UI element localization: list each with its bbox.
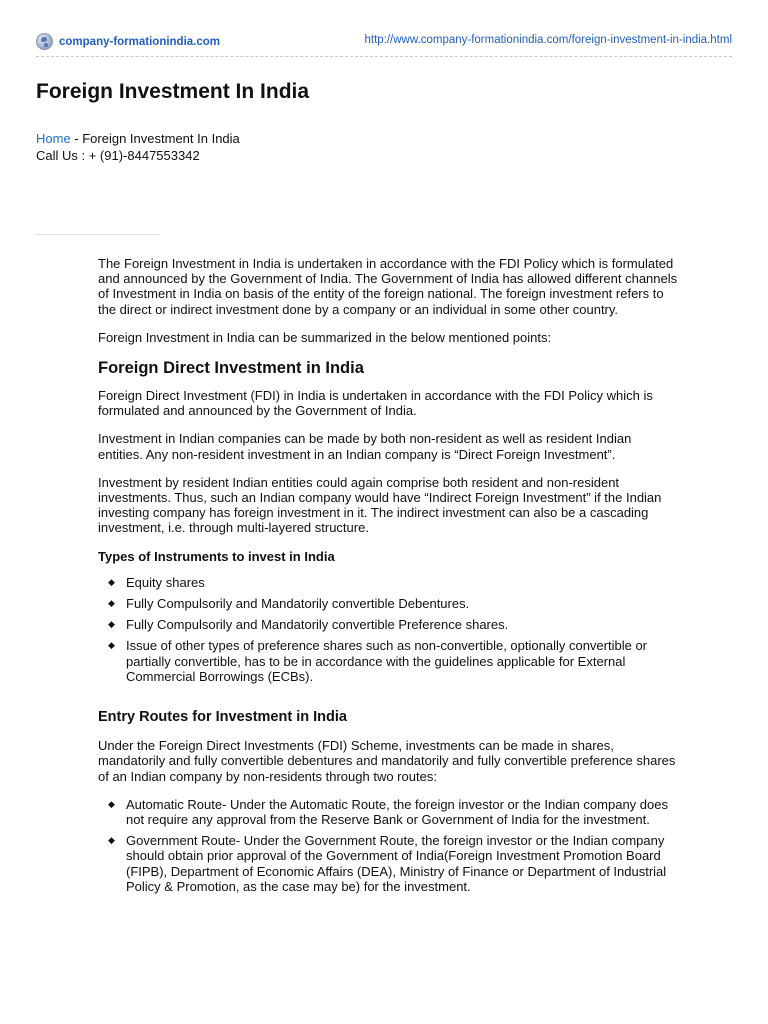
list-item <box>98 596 678 611</box>
bullet-icon: ◆ <box>108 835 115 846</box>
list-item-text: Equity shares <box>126 574 205 590</box>
list-item <box>98 797 678 827</box>
fdi-paragraph-2: Investment in Indian companies can be made by both non-resident as well as resident Indian entities. Any non-resident investment in an Indian company is “Direct Foreign Investment”. <box>98 431 632 462</box>
bullet-icon: ◆ <box>108 576 115 587</box>
instruments-list <box>98 575 678 684</box>
list-item-text: Fully Compulsorily and Mandatorily convertible Debentures. <box>126 596 470 612</box>
intro-paragraph: The Foreign Investment in India is undertaken in accordance with the FDI Policy which is formulated and announced by the Government of India. The Government of India has allowed different channels of Investment in India on basis of the entity of the foreign national. The foreign investment refers to the direct or indirect investment done by a company or an individual in some other country. <box>98 256 678 317</box>
list-item-text: Issue of other types of preference shares such as non-convertible, optionally convertible or partially convertible, has to be in accordance with the guidelines applicable for External Commercial Borrowings (ECBs). <box>126 638 648 684</box>
summary-paragraph: Foreign Investment in India can be summarized in the below mentioned points: <box>98 329 552 345</box>
section-divider <box>36 234 160 235</box>
breadcrumb <box>36 130 240 164</box>
bullet-icon: ◆ <box>108 640 115 651</box>
article-body <box>98 256 678 907</box>
routes-list <box>98 797 678 894</box>
page-url-link[interactable]: http://www.company-formationindia.com/foreign-investment-in-india.html <box>364 34 732 46</box>
bullet-icon: ◆ <box>108 619 115 630</box>
page-header <box>36 33 732 49</box>
globe-icon <box>36 33 53 50</box>
fdi-paragraph-3: Investment by resident Indian entities could again comprise both resident and non-resident investments. Thus, such an Indian company would have “Indirect Foreign Investment” if the Indian investing company has foreign investment in it. The indirect investment can also be a cascading investment, i.e. through multi-layered structure. <box>98 474 662 536</box>
page-title: Foreign Investment In India <box>36 80 310 103</box>
site-name: company-formationindia.com <box>59 35 221 48</box>
instruments-heading: Types of Instruments to invest in India <box>98 548 335 564</box>
breadcrumb-current: - Foreign Investment In India <box>70 131 240 146</box>
header-divider <box>36 56 732 57</box>
routes-heading: Entry Routes for Investment in India <box>98 709 347 726</box>
list-item-text: Automatic Route- Under the Automatic Route, the foreign investor or the Indian company does not require any approval from the Reserve Bank or Government of India for the investment. <box>126 796 668 828</box>
fdi-paragraph-1: Foreign Direct Investment (FDI) in India is undertaken in accordance with the FDI Policy which is formulated and announced by the Government of India. <box>98 388 653 419</box>
list-item <box>98 638 678 684</box>
fdi-heading: Foreign Direct Investment in India <box>98 359 364 378</box>
list-item <box>98 617 678 632</box>
list-item <box>98 833 678 894</box>
list-item <box>98 575 678 590</box>
list-item-text: Government Route- Under the Government Route, the foreign investor or the Indian company should obtain prior approval of the Government of India(Foreign Investment Promotion Board (FIPB), Department of Economic Affairs (DEA), Ministry of Finance or Department of Industrial Policy & Promotion, as the case may be) for the investment. <box>126 833 667 894</box>
bullet-icon: ◆ <box>108 598 115 609</box>
call-us-text: Call Us : + (91)-8447553342 <box>36 148 200 163</box>
site-link[interactable] <box>36 33 220 50</box>
bullet-icon: ◆ <box>108 798 115 809</box>
list-item-text: Fully Compulsorily and Mandatorily convertible Preference shares. <box>126 617 509 633</box>
routes-intro: Under the Foreign Direct Investments (FDI) Scheme, investments can be made in shares, mandatorily and fully convertible debentures and mandatorily and fully convertible preference shares of an Indian company by non-residents through two routes: <box>98 738 676 784</box>
breadcrumb-home-link[interactable]: Home <box>36 131 71 146</box>
